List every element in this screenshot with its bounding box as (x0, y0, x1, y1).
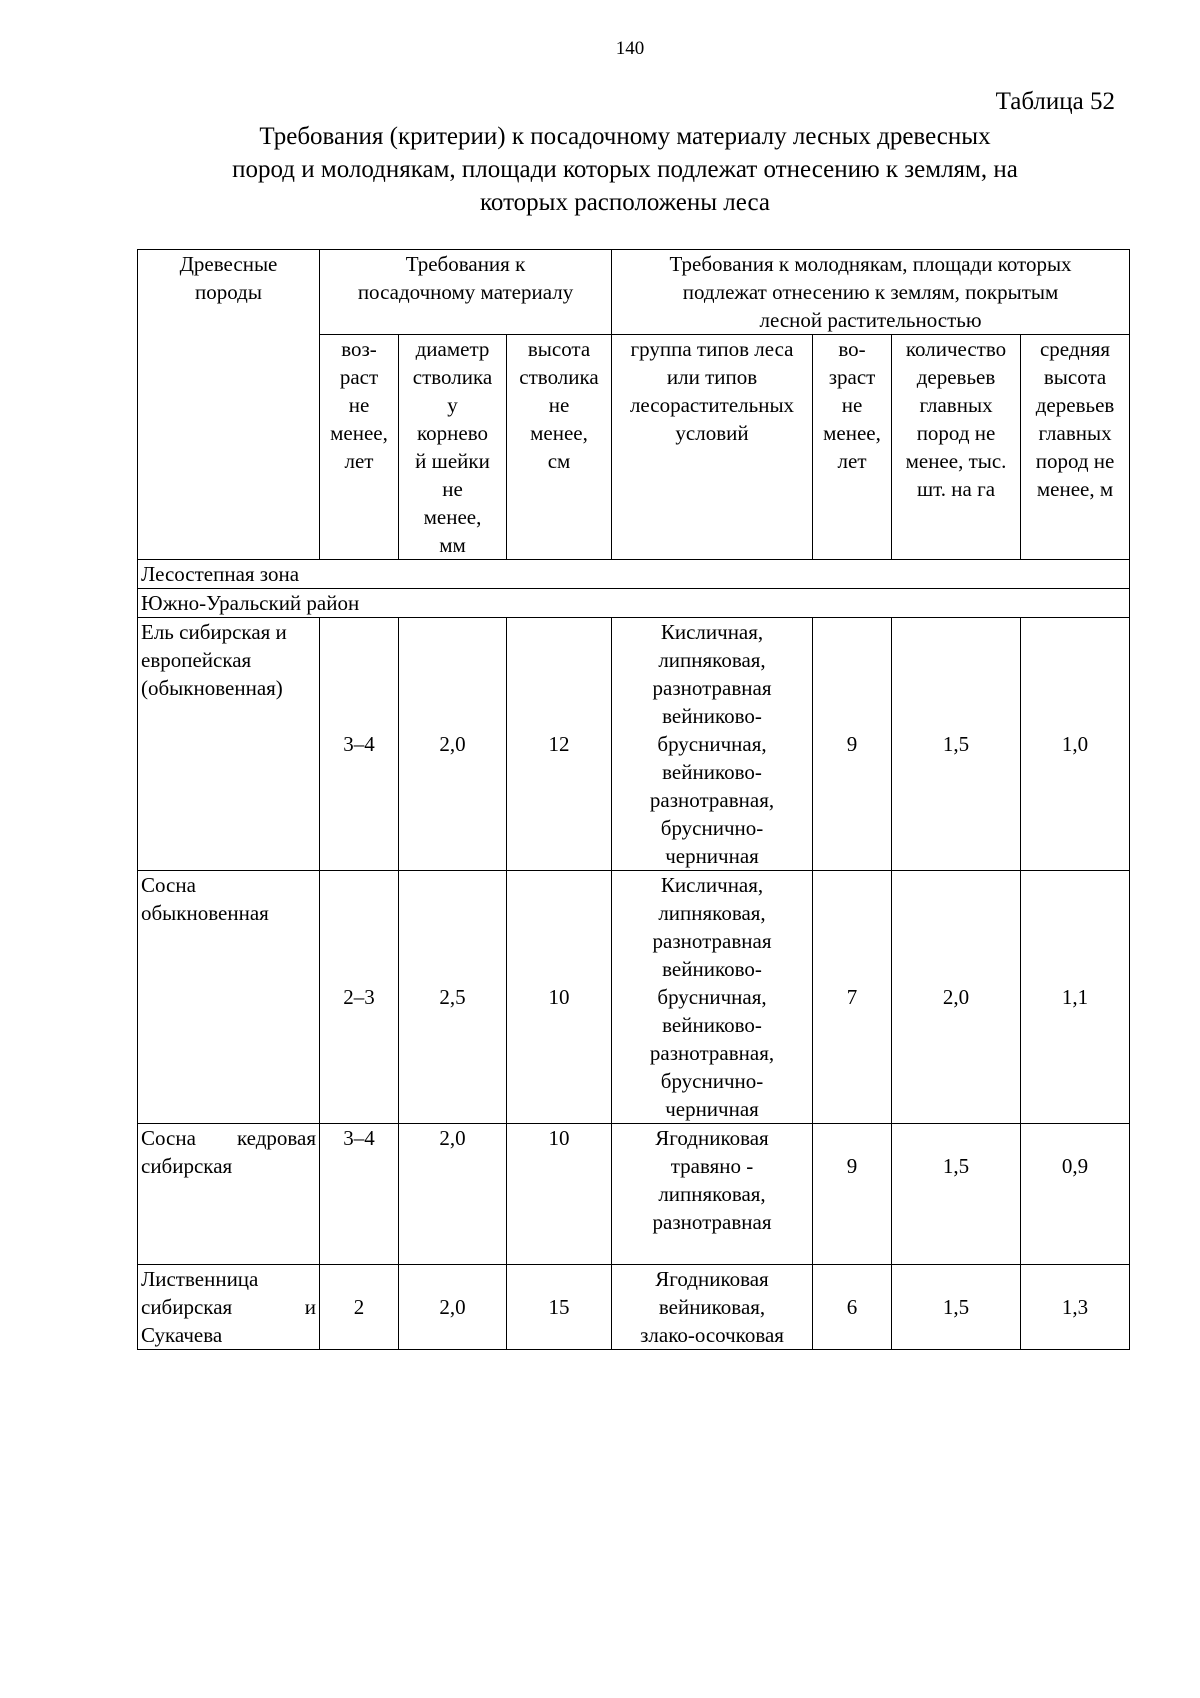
table-row (138, 1265, 1130, 1350)
avg-height-cell: 1,1 (1021, 871, 1130, 1124)
header-young-stands: Требования к молоднякам, площади которых подлежат отнесению к землям, покрытым лесной растительностью (612, 250, 1130, 335)
title-line: пород и молоднякам, площади которых подлежат отнесению к землям, на (232, 156, 1018, 183)
diameter-cell: 2,0 (399, 1124, 507, 1265)
table-row (138, 618, 1130, 871)
species-cell: Сосна кедровая сибирская (138, 1124, 320, 1265)
header-row-main (138, 250, 1130, 335)
zone-label: Лесостепная зона (138, 560, 1130, 589)
header-planting-material: Требования к посадочному материалу (320, 250, 612, 335)
page-number: 140 (615, 38, 645, 59)
header-height: высота стволика не менее, см (507, 335, 612, 560)
tree-count-cell: 2,0 (892, 871, 1021, 1124)
header-young-age: во- зраст не менее, лет (813, 335, 892, 560)
diameter-cell: 2,0 (399, 618, 507, 871)
species-cell: Ель сибирская и европейская (обыкновенная) (138, 618, 320, 871)
table-title (165, 120, 1085, 219)
tree-count-cell: 1,5 (892, 1265, 1021, 1350)
forest-type-cell: Кисличная, липняковая, разнотравная вейниково- брусничная, вейниково- разнотравная, бруснично- черничная (612, 618, 813, 871)
table-label: Таблица 52 (995, 88, 1115, 115)
young-age-cell: 9 (813, 1124, 892, 1265)
table-row (138, 871, 1130, 1124)
requirements-table (137, 249, 1130, 1350)
forest-type-cell: Кисличная, липняковая, разнотравная вейниково- брусничная, вейниково- разнотравная, бруснично- черничная (612, 871, 813, 1124)
header-age: воз- раст не менее, лет (320, 335, 399, 560)
species-cell: Лиственница сибирская и Сукачева (138, 1265, 320, 1350)
tree-count-cell: 1,5 (892, 618, 1021, 871)
height-cell: 12 (507, 618, 612, 871)
age-cell: 3–4 (320, 1124, 399, 1265)
age-cell: 3–4 (320, 618, 399, 871)
title-line: Требования (критерии) к посадочному материалу лесных древесных (259, 123, 991, 150)
avg-height-cell: 0,9 (1021, 1124, 1130, 1265)
diameter-cell: 2,0 (399, 1265, 507, 1350)
young-age-cell: 7 (813, 871, 892, 1124)
header-avg-height: средняя высота деревьев главных пород не менее, м (1021, 335, 1130, 560)
height-cell: 15 (507, 1265, 612, 1350)
tree-count-cell: 1,5 (892, 1124, 1021, 1265)
zone-row (138, 560, 1130, 589)
table-row (138, 1124, 1130, 1265)
forest-type-cell: Ягодниковая вейниковая, злако-осочковая (612, 1265, 813, 1350)
height-cell: 10 (507, 1124, 612, 1265)
forest-type-cell: Ягодниковая травяно - липняковая, разнотравная (612, 1124, 813, 1265)
age-cell: 2–3 (320, 871, 399, 1124)
young-age-cell: 9 (813, 618, 892, 871)
header-diameter: диаметр стволика у корнево й шейки не менее, мм (399, 335, 507, 560)
header-forest-type: группа типов леса или типов лесорастительных условий (612, 335, 813, 560)
avg-height-cell: 1,0 (1021, 618, 1130, 871)
height-cell: 10 (507, 871, 612, 1124)
age-cell: 2 (320, 1265, 399, 1350)
avg-height-cell: 1,3 (1021, 1265, 1130, 1350)
title-line: которых расположены леса (480, 189, 770, 216)
species-cell: Сосна обыкновенная (138, 871, 320, 1124)
region-row (138, 589, 1130, 618)
region-label: Южно-Уральский район (138, 589, 1130, 618)
header-species: Древесные породы (138, 250, 320, 560)
diameter-cell: 2,5 (399, 871, 507, 1124)
young-age-cell: 6 (813, 1265, 892, 1350)
header-tree-count: количество деревьев главных пород не менее, тыс. шт. на га (892, 335, 1021, 560)
